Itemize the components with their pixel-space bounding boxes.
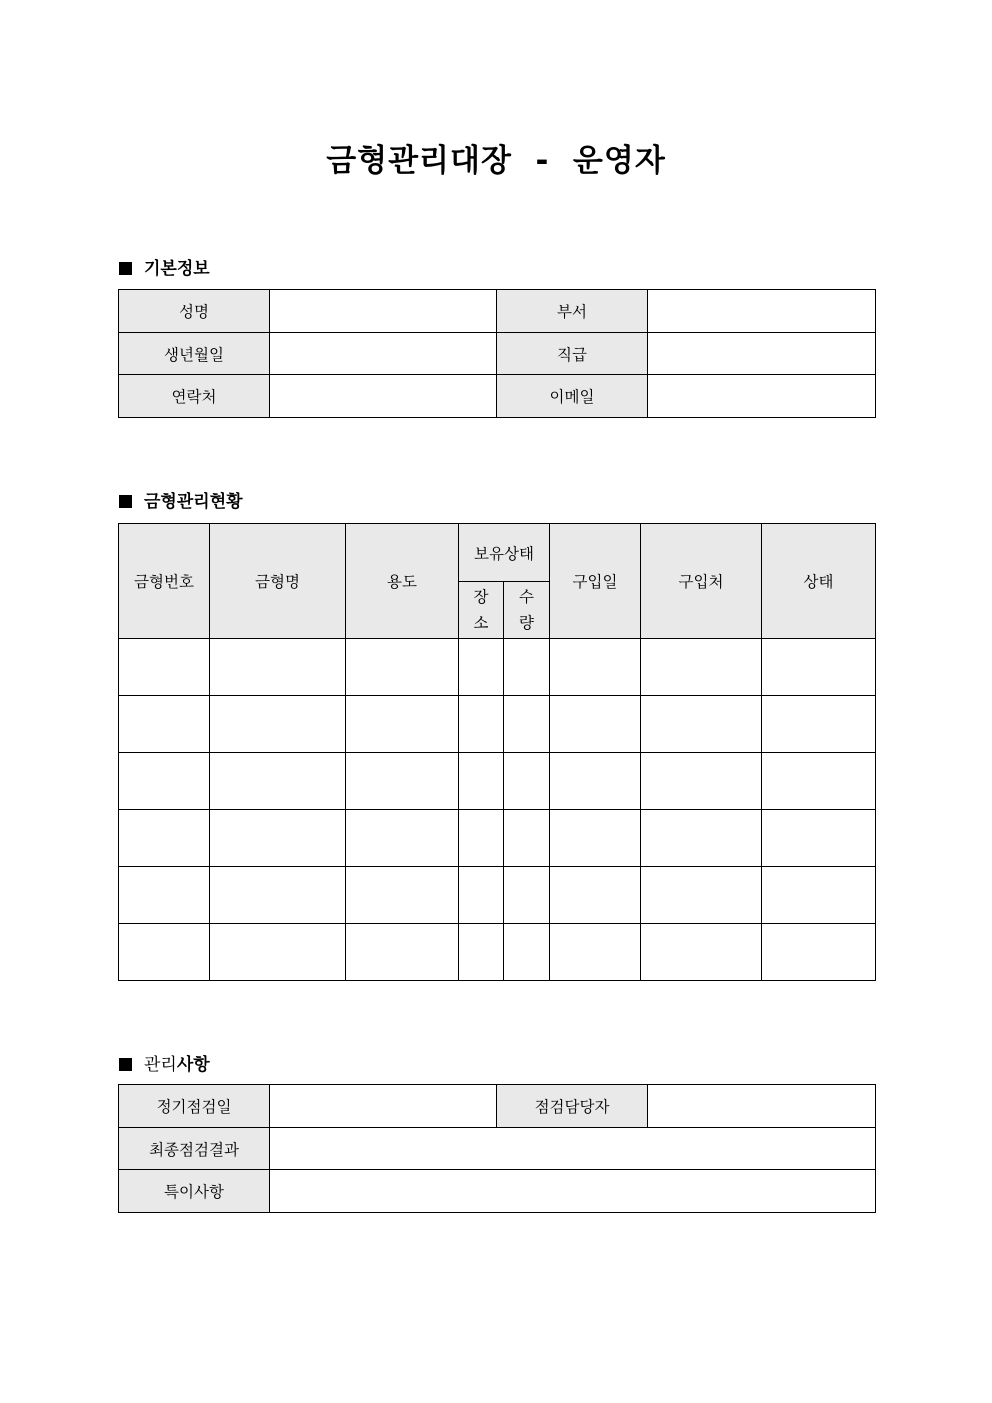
label-department: 부서 [497,290,648,333]
status-cell[interactable] [762,810,876,867]
section-heading-mold-status [119,487,243,512]
position-field[interactable] [648,333,876,375]
purchase-date-cell[interactable] [550,924,641,981]
management-table [118,1084,876,1213]
label-final-result: 최종점검결과 [119,1128,270,1170]
label-periodic-inspection: 정기점검일 [119,1085,270,1128]
square-bullet-icon [119,495,132,508]
table-row [119,639,876,696]
mold-name-cell[interactable] [210,696,346,753]
table-row [119,375,876,418]
mold-name-cell[interactable] [210,810,346,867]
usage-cell[interactable] [346,696,459,753]
status-cell[interactable] [762,639,876,696]
vendor-cell[interactable] [641,867,762,924]
location-cell[interactable] [459,753,504,810]
square-bullet-icon [119,1058,132,1071]
birthdate-field[interactable] [270,333,497,375]
header-holding-status: 보유상태 [459,524,550,582]
inspector-field[interactable] [648,1085,876,1128]
table-row [119,753,876,810]
mold-number-cell[interactable] [119,753,210,810]
mold-number-cell[interactable] [119,867,210,924]
mold-number-cell[interactable] [119,924,210,981]
status-cell[interactable] [762,924,876,981]
header-status: 상태 [762,524,876,639]
mold-table-body [119,639,876,981]
section-title-suffix: 사항 [176,1055,210,1075]
header-quantity-char: 량 [519,614,534,632]
table-row [119,867,876,924]
status-cell[interactable] [762,867,876,924]
table-row [119,810,876,867]
header-mold-number: 금형번호 [119,524,210,639]
contact-field[interactable] [270,375,497,418]
section-title-prefix: 관리 [144,1055,177,1075]
section-heading-basic-info [119,254,210,279]
square-bullet-icon [119,262,132,275]
label-notes: 특이사항 [119,1170,270,1213]
mold-status-table [118,523,876,981]
table-row [119,290,876,333]
header-quantity [504,582,550,639]
section-title: 기본정보 [144,259,210,279]
quantity-cell[interactable] [504,696,550,753]
location-cell[interactable] [459,867,504,924]
usage-cell[interactable] [346,867,459,924]
purchase-date-cell[interactable] [550,867,641,924]
email-field[interactable] [648,375,876,418]
header-location [459,582,504,639]
header-mold-name: 금형명 [210,524,346,639]
page-title: 금형관리대장 - 운영자 [326,143,666,179]
quantity-cell[interactable] [504,810,550,867]
vendor-cell[interactable] [641,696,762,753]
purchase-date-cell[interactable] [550,810,641,867]
quantity-cell[interactable] [504,753,550,810]
purchase-date-cell[interactable] [550,753,641,810]
label-birthdate: 생년월일 [119,333,270,375]
department-field[interactable] [648,290,876,333]
quantity-cell[interactable] [504,639,550,696]
location-cell[interactable] [459,696,504,753]
location-cell[interactable] [459,639,504,696]
mold-number-cell[interactable] [119,639,210,696]
label-email: 이메일 [497,375,648,418]
quantity-cell[interactable] [504,924,550,981]
usage-cell[interactable] [346,639,459,696]
table-row [119,696,876,753]
name-field[interactable] [270,290,497,333]
periodic-inspection-field[interactable] [270,1085,497,1128]
location-cell[interactable] [459,810,504,867]
notes-field[interactable] [270,1170,876,1213]
table-row [119,924,876,981]
status-cell[interactable] [762,696,876,753]
table-header-row [119,524,876,582]
label-name: 성명 [119,290,270,333]
status-cell[interactable] [762,753,876,810]
final-result-field[interactable] [270,1128,876,1170]
basic-info-table [118,289,876,418]
table-row [119,1170,876,1213]
label-position: 직급 [497,333,648,375]
vendor-cell[interactable] [641,753,762,810]
vendor-cell[interactable] [641,810,762,867]
quantity-cell[interactable] [504,867,550,924]
header-location-char: 장 [473,588,489,606]
table-row [119,333,876,375]
section-heading-management [119,1050,210,1075]
header-usage: 용도 [346,524,459,639]
table-row [119,1085,876,1128]
label-inspector: 점검담당자 [497,1085,648,1128]
header-location-char: 소 [473,614,489,632]
purchase-date-cell[interactable] [550,639,641,696]
mold-name-cell[interactable] [210,639,346,696]
header-purchase-date: 구입일 [550,524,641,639]
vendor-cell[interactable] [641,639,762,696]
purchase-date-cell[interactable] [550,696,641,753]
usage-cell[interactable] [346,753,459,810]
vendor-cell[interactable] [641,924,762,981]
header-vendor: 구입처 [641,524,762,639]
mold-name-cell[interactable] [210,753,346,810]
table-row [119,1128,876,1170]
section-title: 금형관리현황 [144,492,243,512]
usage-cell[interactable] [346,924,459,981]
mold-name-cell[interactable] [210,924,346,981]
mold-name-cell[interactable] [210,867,346,924]
header-quantity-char: 수 [519,588,534,606]
usage-cell[interactable] [346,810,459,867]
mold-number-cell[interactable] [119,696,210,753]
location-cell[interactable] [459,924,504,981]
label-contact: 연락처 [119,375,270,418]
mold-number-cell[interactable] [119,810,210,867]
